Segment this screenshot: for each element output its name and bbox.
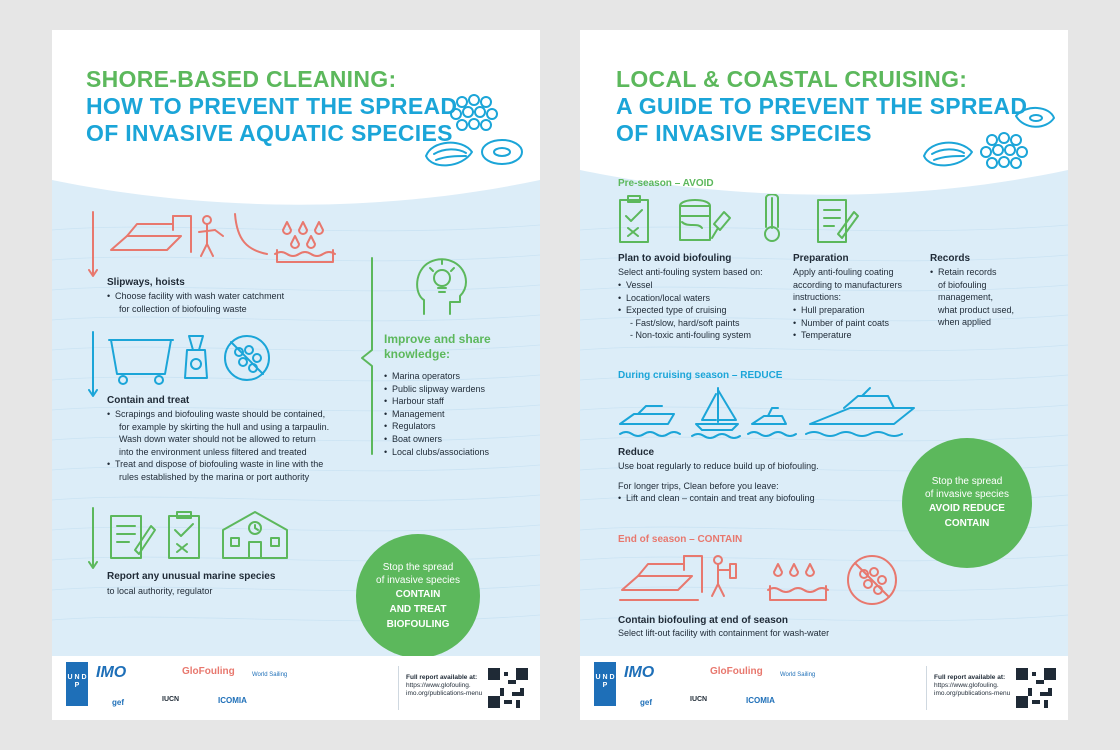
knowledge-list (384, 370, 534, 458)
world-sailing-logo: World Sailing (252, 672, 288, 678)
plan-heading: Plan to avoid biofouling (618, 253, 732, 264)
badge-line-3: CONTAIN (395, 588, 441, 600)
contain-bullet: into the environment unless filtered and treated (119, 446, 307, 457)
boat-hoist-icon (107, 210, 337, 270)
slipways-bullet: • Choose facility with wash water catchment (107, 290, 367, 303)
preparation-intro-line: according to manufacturers (793, 279, 903, 290)
list-item: • Regulators (384, 420, 534, 433)
qr-code-icon[interactable] (488, 668, 528, 708)
contain-bullet: • Treat and dispose of biofouling waste in line with the (107, 458, 407, 471)
contain-heading: Contain and treat (107, 395, 190, 406)
preparation-bullet: • Hull preparation (793, 304, 923, 317)
icomia-logo: ICOMIA (218, 696, 247, 705)
list-item: • Local clubs/associations (384, 446, 534, 459)
records-sub: what product used, (938, 304, 1015, 315)
list-item: • Public slipway wardens (384, 383, 534, 396)
badge-line-1: Stop the spread (382, 561, 454, 573)
mussels-icon (920, 100, 1060, 180)
stop-spread-badge (356, 534, 480, 658)
badge-line-4: AND TREAT (389, 603, 447, 615)
contain-bullet: Wash down water should not be allowed to return (119, 434, 316, 445)
title-line-1: SHORE-BASED CLEANING: (86, 66, 397, 92)
slipways-heading: Slipways, hoists (107, 277, 185, 288)
reduce-text: Use boat regularly to reduce build up of biofouling. (618, 461, 819, 471)
plan-sub-bullet: - Fast/slow, hard/soft paints (630, 317, 740, 328)
records-bullet: • Retain records (930, 266, 1050, 279)
iucn-logo: IUCN (690, 696, 708, 703)
waste-bin-icon (107, 330, 297, 390)
imo-logo: IMO (624, 664, 655, 681)
records-sub: when applied (938, 317, 992, 328)
report-text: to local authority, regulator (107, 586, 213, 596)
end-label: End of season – CONTAIN (618, 534, 743, 545)
list-item: • Boat owners (384, 433, 534, 446)
plan-intro: Select anti-fouling system based on: (618, 267, 763, 277)
world-sailing-logo: World Sailing (780, 672, 816, 678)
title-line-1: LOCAL & COASTAL CRUISING: (616, 66, 968, 92)
title-line-2: HOW TO PREVENT THE SPREAD (86, 93, 458, 119)
boats-icons (618, 384, 918, 440)
knowledge-heading-line-2: knowledge: (384, 347, 451, 361)
records-heading: Records (930, 253, 971, 264)
badge-line-2: of invasive species (925, 489, 1009, 500)
undp-logo: U N D P (66, 662, 88, 706)
plan-bullet: • Vessel (618, 279, 788, 292)
reduce-text: For longer trips, Clean before you leave: (618, 481, 779, 491)
plan-bullet: • Location/local waters (618, 292, 788, 305)
contain-season-text: Select lift-out facility with containment for wash-water (618, 628, 830, 638)
slipways-bullet: for collection of biofouling waste (119, 303, 247, 314)
footer-divider (926, 666, 927, 710)
full-report-label (406, 674, 482, 698)
poster-title (86, 66, 457, 147)
records-sub: management, (938, 292, 994, 303)
badge-line-4: CONTAIN (944, 518, 990, 529)
glofouling-logo: GloFouling (710, 666, 763, 677)
icomia-logo: ICOMIA (746, 696, 775, 705)
arrow-down-icon (88, 330, 98, 400)
preparation-bullets (793, 304, 923, 342)
title-line-2: A GUIDE TO PREVENT THE SPREAD (616, 93, 1028, 119)
plan-sub-bullet: - Non-toxic anti-fouling system (630, 330, 752, 341)
title-line-3: OF INVASIVE AQUATIC SPECIES (86, 120, 453, 146)
footer-logos (580, 656, 1068, 720)
poster-shore-based-cleaning (52, 30, 540, 720)
full-report-heading: Full report available at: (934, 674, 1006, 681)
report-heading: Report any unusual marine species (107, 571, 276, 582)
knowledge-heading-line-1: Improve and share (384, 332, 491, 346)
preparation-bullet: • Temperature (793, 329, 923, 342)
footer-logos (52, 656, 540, 720)
end-season-icons (618, 550, 908, 610)
poster-coastal-cruising (580, 30, 1068, 720)
preparation-intro (793, 266, 923, 304)
during-label: During cruising season – REDUCE (618, 370, 783, 381)
footer-divider (398, 666, 399, 710)
lightbulb-head-icon (410, 250, 480, 320)
preparation-bullet: • Number of paint coats (793, 317, 923, 330)
full-report-url-2[interactable]: imo.org/publications-menu (406, 690, 483, 697)
reduce-bullet: • Lift and clean – contain and treat any biofouling (618, 492, 878, 505)
plan-bullets (618, 279, 788, 342)
gef-logo: gef (112, 698, 124, 707)
imo-logo: IMO (96, 664, 127, 681)
mussels-icon (422, 90, 532, 180)
contain-bullet: • Scrapings and biofouling waste should be contained, (107, 408, 407, 421)
badge-line-5: BIOFOULING (386, 618, 450, 630)
preparation-heading: Preparation (793, 253, 849, 264)
iucn-logo: IUCN (162, 696, 180, 703)
gef-logo: gef (640, 698, 652, 707)
arrow-down-icon (88, 210, 98, 280)
preseason-icons (618, 194, 868, 244)
knowledge-heading (384, 332, 491, 362)
full-report-url-1[interactable]: https://www.glofouling. (934, 682, 999, 689)
full-report-heading: Full report available at: (406, 674, 478, 681)
qr-code-icon[interactable] (1016, 668, 1056, 708)
title-line-3: OF INVASIVE SPECIES (616, 120, 872, 146)
full-report-url-1[interactable]: https://www.glofouling. (406, 682, 471, 689)
undp-logo: U N D P (594, 662, 616, 706)
list-item: • Marina operators (384, 370, 534, 383)
badge-line-2: of invasive species (376, 574, 460, 586)
arrow-down-icon (88, 506, 98, 572)
preparation-intro-line: Apply anti-fouling coating (793, 267, 894, 277)
badge-line-3: AVOID REDUCE (929, 503, 1005, 514)
list-item: • Management (384, 408, 534, 421)
contain-bullet: rules established by the marina or port authority (119, 471, 310, 482)
plan-bullet: • Expected type of cruising (618, 304, 788, 317)
records-sub: of biofouling (938, 279, 987, 290)
full-report-url-2[interactable]: imo.org/publications-menu (934, 690, 1011, 697)
reduce-heading: Reduce (618, 447, 655, 458)
slipways-bullets (107, 290, 367, 315)
bracket-divider (360, 256, 374, 456)
list-item: • Harbour staff (384, 395, 534, 408)
stop-spread-badge (902, 438, 1032, 568)
reduce-bullets (618, 492, 878, 505)
preparation-intro-line: instructions: (793, 292, 842, 303)
contain-season-heading: Contain biofouling at end of season (618, 615, 788, 626)
full-report-label (934, 674, 1010, 698)
contain-bullet: for example by skirting the hull and using a tarpaulin. (119, 421, 330, 432)
report-icons (107, 506, 317, 564)
preseason-label: Pre-season – AVOID (618, 178, 714, 189)
records-bullets (930, 266, 1050, 329)
glofouling-logo: GloFouling (182, 666, 235, 677)
badge-line-1: Stop the spread (931, 476, 1003, 487)
